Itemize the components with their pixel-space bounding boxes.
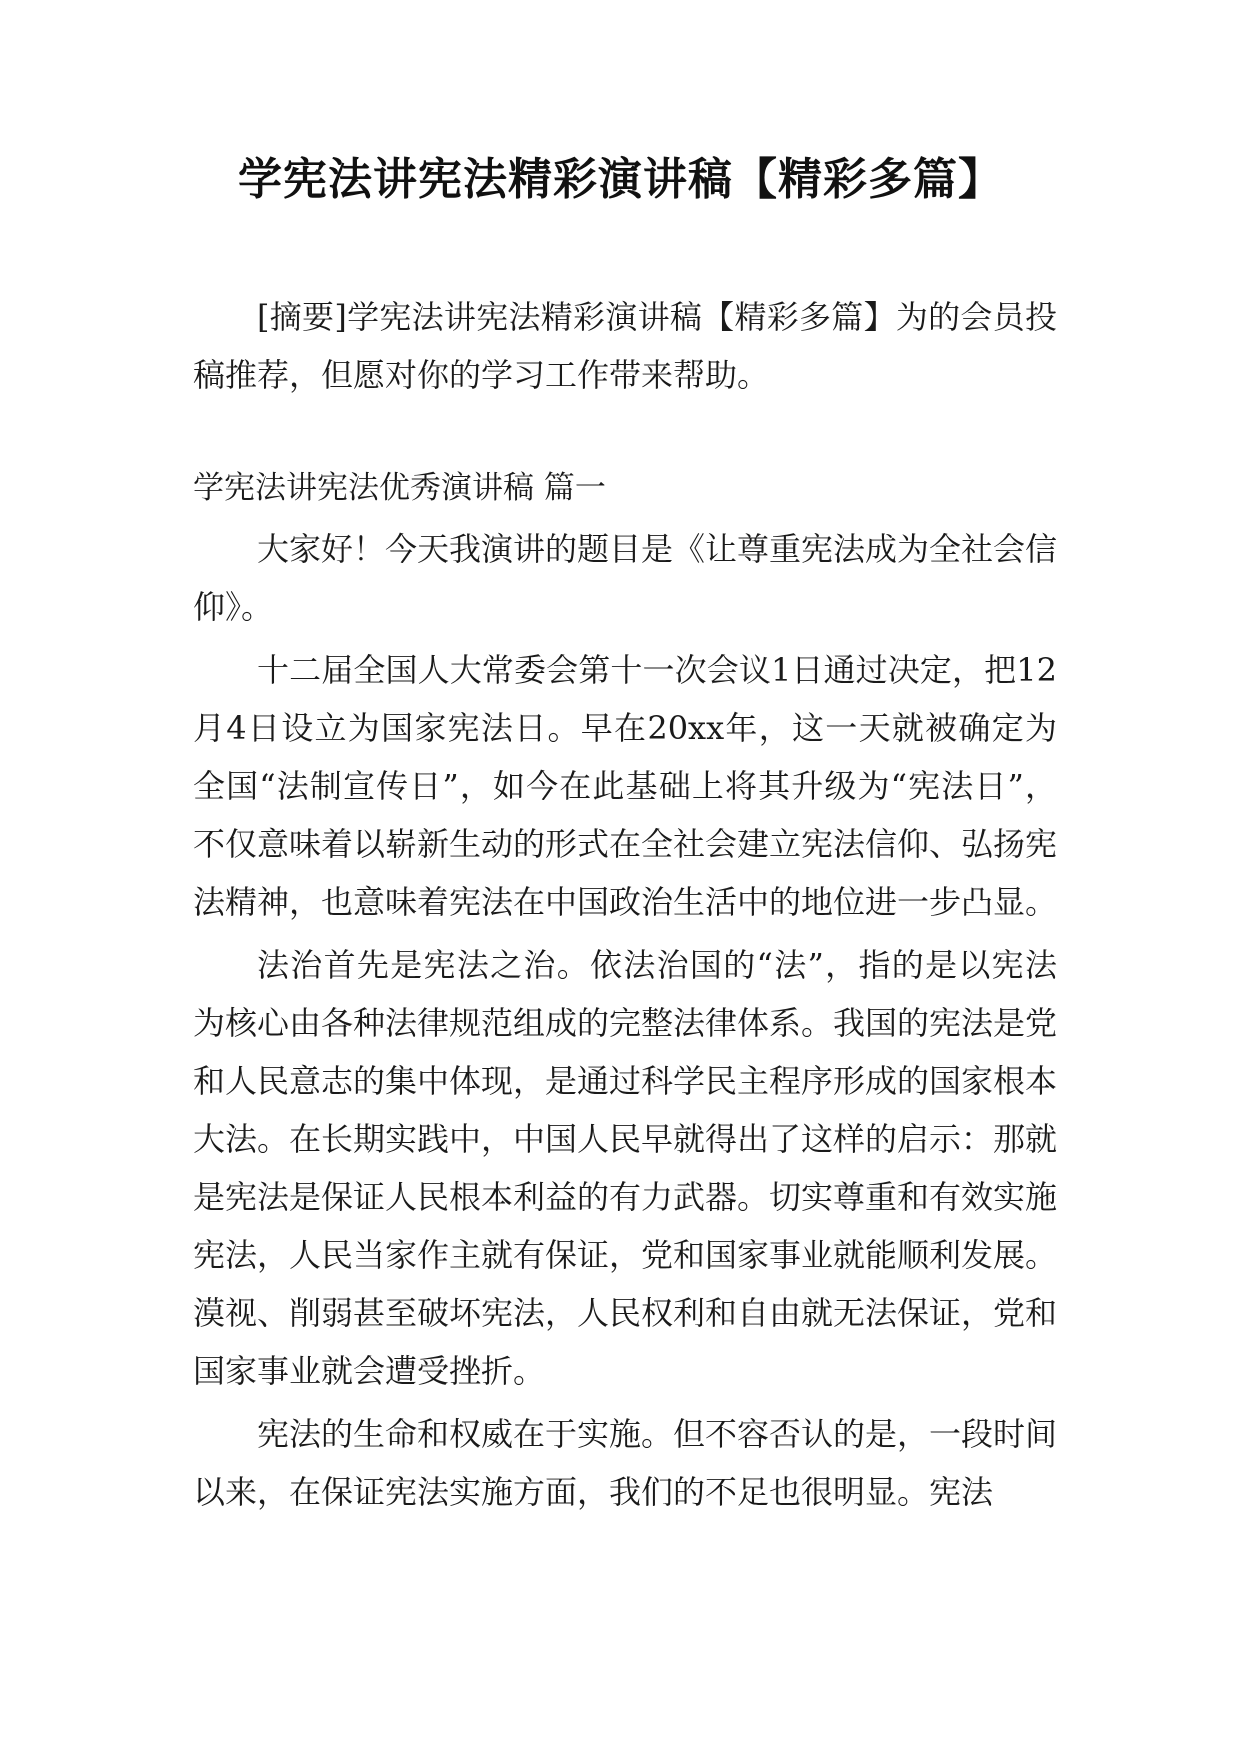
abstract-paragraph: [摘要]学宪法讲宪法精彩演讲稿【精彩多篇】为的会员投稿推荐，但愿对你的学习工作带来帮助。	[193, 298, 1057, 394]
body-paragraph: 法治首先是宪法之治。依法治国的“法”，指的是以宪法为核心由各种法律规范组成的完整法律体系。我国的宪法是党和人民意志的集中体现，是通过科学民主程序形成的国家根本大法。在长期实践中，中国人民早就得出了这样的启示：那就是宪法是保证人民根本利益的有力武器。切实尊重和有效实施宪法，人民当家作主就有保证，党和国家事业就能顺利发展。漠视、削弱甚至破坏宪法，人民权利和自由就无法保证，党和国家事业就会遭受挫折。	[193, 946, 1058, 1390]
body-paragraph: 宪法的生命和权威在于实施。但不容否认的是，一段时间以来，在保证宪法实施方面，我们的不足也很明显。宪法	[193, 1415, 1058, 1511]
document-title: 学宪法讲宪法精彩演讲稿【精彩多篇】	[238, 154, 1003, 205]
body-paragraph: 十二届全国人大常委会第十一次会议1日通过决定，把12月4日设立为国家宪法日。早在20xx年，这一天就被确定为全国“法制宣传日”，如今在此基础上将其升级为“宪法日”，不仅意味着以崭新生动的形式在全社会建立宪法信仰、弘扬宪法精神，也意味着宪法在中国政治生活中的地位进一步凸显。	[193, 651, 1058, 921]
section-heading: 学宪法讲宪法优秀演讲稿 篇一	[193, 470, 606, 506]
document-body	[193, 288, 1057, 1526]
body-paragraph: 大家好！今天我演讲的题目是《让尊重宪法成为全社会信仰》。	[193, 530, 1058, 626]
